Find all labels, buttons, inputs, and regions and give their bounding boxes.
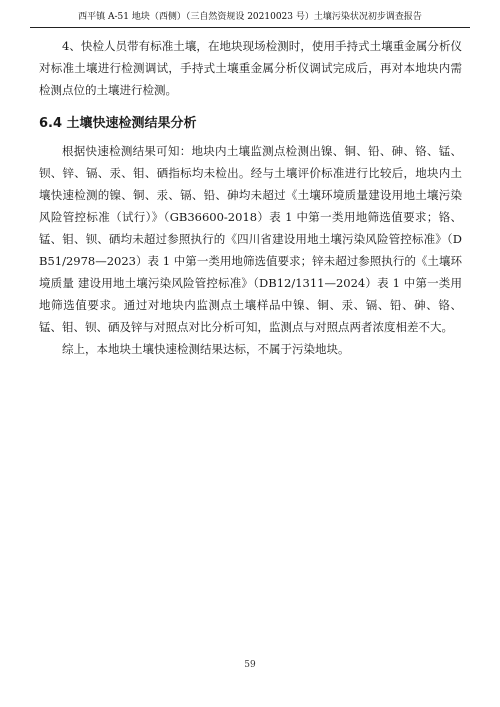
page-content [39,35,462,360]
section-heading: 6.4 土壤快速检测结果分析 [39,116,197,131]
conclusion-paragraph: 综上，本地块土壤快速检测结果达标，不属于污染地块。 [62,342,350,356]
results-paragraph: 根据快速检测结果可知：地块内土壤监测点检测出镍、铜、铅、砷、铬、锰、钡、锌、镉、汞、钼、硒指标均未检出。经与土壤评价标准进行比较后，地块内土壤快速检测的镍、铜、汞、镉、铅、砷均未超过《土壤环境质量建设用地土壤污染风险管控标准（试行）》（GB36600-2018）表 1 中第一类用地筛选值要求；铬、锰、钼、钡、硒均未超过参照执行的《四川省建设用地土壤污染风险管控标准》（DB51/2978—2023）表 1 中第一类用地筛选值要求；锌未超过参照执行的《土壤环境质量 建设用地土壤污染风险管控标准》（DB12/1311—2024）表 1 中第一类用地筛选值要求。通过对地块内监测点土壤样品中镍、铜、汞、镉、铅、砷、铬、锰、钼、钡、硒及锌与对照点对比分析可知，监测点与对照点两者浓度相差不大。 [39,144,462,334]
header-divider [30,27,470,28]
running-header: 西平镇 A-51 地块（西侧）（三自然资规设 20210023 号）土壤污染状况初步调查报告 [78,12,422,22]
intro-paragraph: 4、快检人员带有标准土壤，在地块现场检测时，使用手持式土壤重金属分析仪对标准土壤进行检测调试，手持式土壤重金属分析仪调试完成后，再对本地块内需检测点位的土壤进行检测。 [39,39,462,97]
page-number: 59 [244,660,256,670]
